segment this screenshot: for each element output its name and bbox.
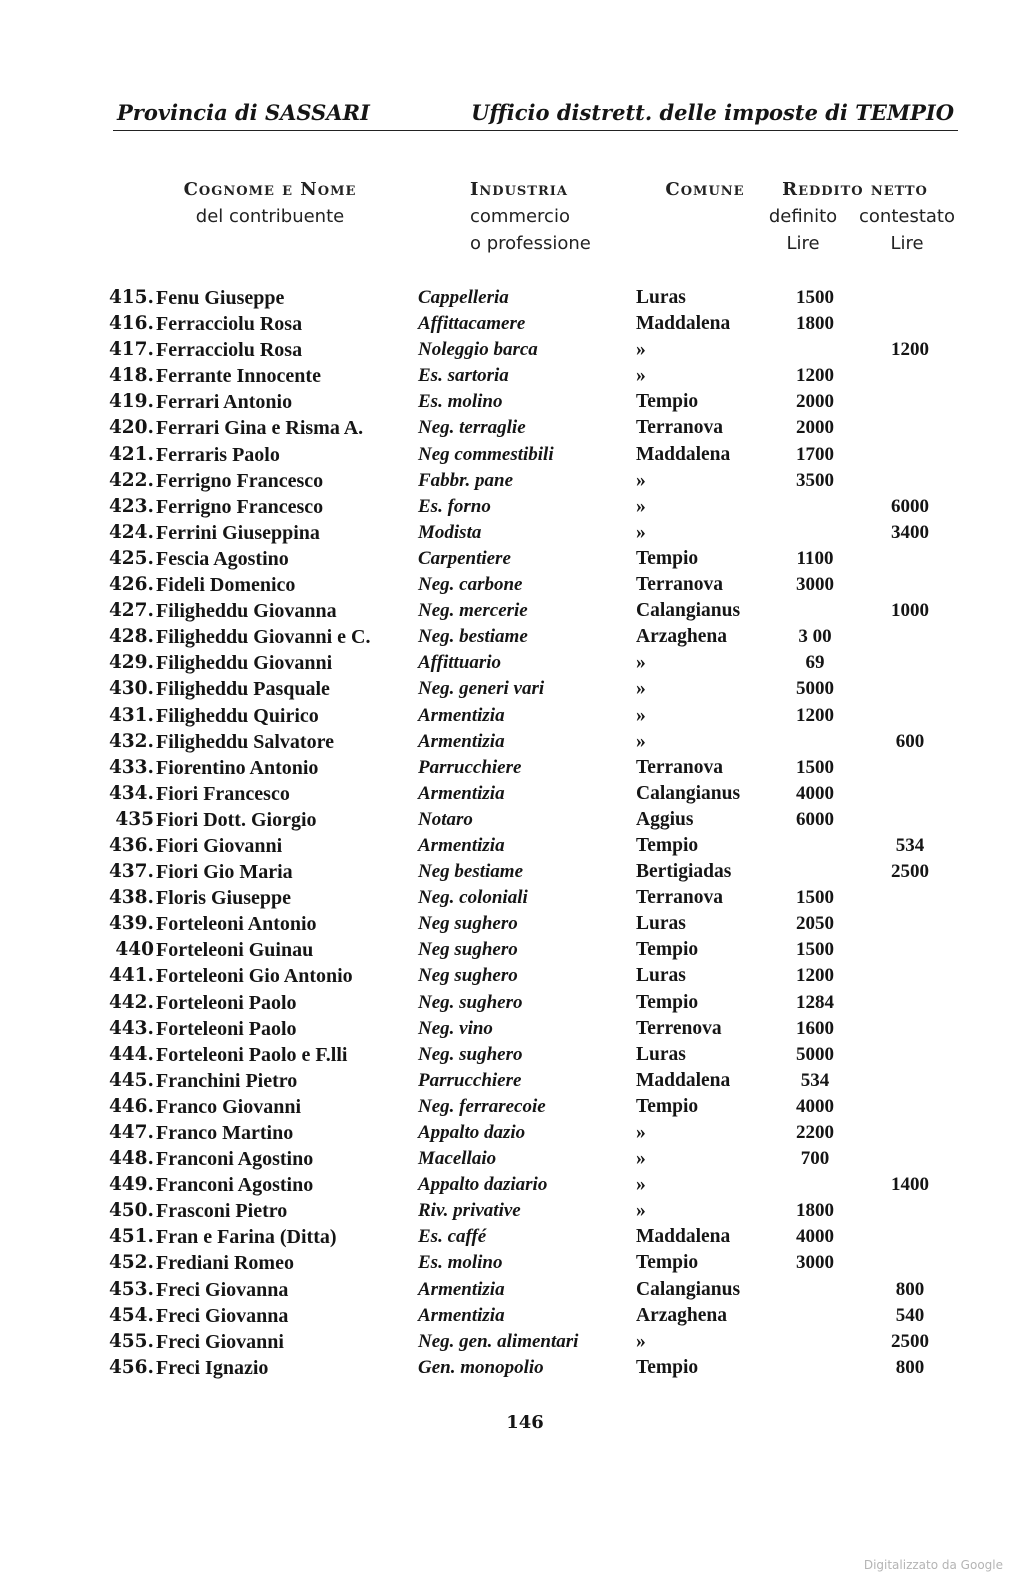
industry: Parrucchiere xyxy=(418,756,522,778)
row-number: 433. xyxy=(108,756,154,778)
table-row xyxy=(0,652,1025,678)
industry: Appalto daziario xyxy=(418,1174,548,1196)
reddito-subheaders xyxy=(755,203,955,230)
taxpayer-name: Filigheddu Giovanni xyxy=(156,652,333,675)
column-subtitle-industry-1: commercio xyxy=(470,206,570,227)
table-row xyxy=(0,783,1025,809)
row-number: 430. xyxy=(108,678,154,700)
row-number: 421. xyxy=(108,443,154,465)
taxpayer-name: Filigheddu Quirico xyxy=(156,704,319,727)
reddito-contestato: 2500 xyxy=(891,1330,929,1352)
industry: Armentizia xyxy=(418,704,505,726)
reddito-definito: 1284 xyxy=(796,991,834,1013)
table-row xyxy=(0,678,1025,704)
reddito-definito: 2200 xyxy=(796,1122,834,1143)
table-row xyxy=(0,1070,1025,1096)
taxpayer-name: Ferrari Gina e Risma A. xyxy=(156,417,364,440)
column-header-name xyxy=(150,176,390,230)
reddito-definito: 1800 xyxy=(796,313,834,335)
comune: Tempio xyxy=(636,991,699,1013)
table-row xyxy=(0,1122,1025,1148)
reddito-definito: 5000 xyxy=(796,1043,834,1065)
table-row xyxy=(0,365,1025,391)
row-number: 443. xyxy=(108,1017,154,1039)
taxpayer-name: Fiori Gio Maria xyxy=(156,861,293,884)
row-number: 426. xyxy=(108,574,154,596)
taxpayer-name: Fiori Francesco xyxy=(156,782,290,805)
taxpayer-name: Fescia Agostino xyxy=(156,547,289,570)
table-row xyxy=(0,496,1025,522)
reddito-definito: 534 xyxy=(800,1069,830,1091)
row-number: 425. xyxy=(108,547,154,569)
column-subtitle-name: del contribuente xyxy=(195,206,345,227)
taxpayer-name: Franco Giovanni xyxy=(156,1095,302,1118)
row-number: 423. xyxy=(108,495,154,517)
comune: Arzaghena xyxy=(636,1304,727,1326)
industry: Armentizia xyxy=(418,782,505,804)
reddito-contestato: 534 xyxy=(895,834,925,856)
row-number: 446. xyxy=(108,1095,154,1117)
taxpayer-name: Ferrante Innocente xyxy=(156,365,321,388)
industry: Cappelleria xyxy=(418,287,509,308)
row-number: 452. xyxy=(108,1252,154,1274)
comune: Maddalena xyxy=(636,443,731,465)
taxpayer-name: Ferrini Giuseppina xyxy=(156,521,320,544)
reddito-definito: 2000 xyxy=(796,417,834,439)
industry: Es. caffé xyxy=(418,1226,487,1248)
table-row xyxy=(0,1279,1025,1305)
comune: Terranova xyxy=(636,417,724,439)
row-number: 444. xyxy=(108,1043,154,1065)
row-number: 415. xyxy=(108,287,154,308)
table-row xyxy=(0,1252,1025,1278)
row-number: 420. xyxy=(108,417,154,439)
industry: Affittacamere xyxy=(418,313,526,335)
comune: Arzaghena xyxy=(636,626,727,648)
comune: Tempio xyxy=(636,1356,699,1378)
row-number: 428. xyxy=(108,626,154,648)
taxpayer-name: Fiorentino Antonio xyxy=(156,756,319,779)
industry: Neg. sughero xyxy=(418,991,523,1013)
taxpayer-name: Forteleoni Paolo e F.lli xyxy=(156,1043,348,1066)
taxpayer-name: Franconi Agostino xyxy=(156,1174,314,1197)
taxpayer-name: Freci Giovanna xyxy=(156,1278,289,1301)
industry: Notaro xyxy=(418,808,473,830)
row-number: 419. xyxy=(108,391,154,413)
taxpayer-name: Fiori Giovanni xyxy=(156,834,283,857)
comune: Terranova xyxy=(636,887,724,909)
taxpayer-name: Ferrari Antonio xyxy=(156,391,293,414)
industry: Parrucchiere xyxy=(418,1069,522,1091)
table-row xyxy=(0,522,1025,548)
industry: Es. molino xyxy=(418,391,503,413)
row-number: 429. xyxy=(108,652,154,674)
industry: Neg. carbone xyxy=(418,574,523,596)
comune: Luras xyxy=(636,913,686,935)
unit-lire-definito: Lire xyxy=(786,233,820,254)
table-row xyxy=(0,600,1025,626)
taxpayer-name: Forteleoni Gio Antonio xyxy=(156,965,353,988)
table-row xyxy=(0,1096,1025,1122)
comune: Calangianus xyxy=(636,782,741,804)
comune: » xyxy=(636,730,646,752)
reddito-definito: 69 xyxy=(805,652,825,674)
table-row xyxy=(0,391,1025,417)
row-number: 451. xyxy=(108,1226,154,1248)
industry: Neg sughero xyxy=(418,939,518,961)
row-number: 454. xyxy=(108,1304,154,1326)
table-row xyxy=(0,1305,1025,1331)
taxpayer-name: Freci Giovanni xyxy=(156,1330,284,1353)
industry: Neg sughero xyxy=(418,913,518,935)
row-number: 416. xyxy=(108,313,154,335)
reddito-definito: 1500 xyxy=(796,939,834,961)
taxpayer-name: Filigheddu Pasquale xyxy=(156,678,330,701)
table-row xyxy=(0,626,1025,652)
taxpayer-name: Franchini Pietro xyxy=(156,1069,298,1092)
row-number: 434. xyxy=(108,782,154,804)
reddito-definito: 5000 xyxy=(796,678,834,700)
comune: » xyxy=(636,469,646,491)
comune: Tempio xyxy=(636,547,699,569)
table-row xyxy=(0,835,1025,861)
column-definito: definito xyxy=(768,206,838,227)
taxpayer-name: Freci Ignazio xyxy=(156,1356,269,1379)
row-number: 447. xyxy=(108,1122,154,1143)
industry: Armentizia xyxy=(418,1278,505,1300)
reddito-contestato: 3400 xyxy=(891,521,929,543)
reddito-definito: 3000 xyxy=(796,574,834,596)
reddito-units xyxy=(755,230,955,257)
industry: Neg commestibili xyxy=(418,443,554,465)
column-title-comune: Comune xyxy=(665,179,745,200)
reddito-definito: 3 00 xyxy=(798,626,832,648)
unit-lire-contestato: Lire xyxy=(890,233,924,254)
industry: Neg. coloniali xyxy=(418,887,528,909)
taxpayer-name: Freci Giovanna xyxy=(156,1304,289,1327)
table-row xyxy=(0,470,1025,496)
table-row xyxy=(0,339,1025,365)
reddito-contestato: 1400 xyxy=(891,1174,929,1196)
reddito-definito: 3000 xyxy=(796,1252,834,1274)
industry: Modista xyxy=(418,521,482,543)
comune: » xyxy=(636,365,646,387)
taxpayer-name: Filigheddu Giovanna xyxy=(156,600,337,623)
reddito-definito: 1500 xyxy=(796,756,834,778)
industry: Affittuario xyxy=(418,652,502,674)
row-number: 435 xyxy=(115,808,154,830)
row-number: 445. xyxy=(108,1069,154,1091)
reddito-contestato: 800 xyxy=(895,1278,925,1300)
comune: Maddalena xyxy=(636,1226,731,1248)
comune: Tempio xyxy=(636,939,699,961)
table-row xyxy=(0,705,1025,731)
row-number: 432. xyxy=(108,730,154,752)
table-row xyxy=(0,313,1025,339)
industry: Riv. privative xyxy=(418,1200,521,1222)
comune: Calangianus xyxy=(636,600,741,622)
industry: Es. sartoria xyxy=(418,365,509,387)
industry: Armentizia xyxy=(418,1304,505,1326)
industry: Neg sughero xyxy=(418,965,518,987)
reddito-definito: 4000 xyxy=(796,782,834,804)
reddito-contestato: 1200 xyxy=(891,339,929,361)
reddito-definito: 1200 xyxy=(796,704,834,726)
column-header-comune xyxy=(650,176,760,203)
taxpayer-name: Filigheddu Giovanni e C. xyxy=(156,626,371,649)
table-row xyxy=(0,417,1025,443)
taxpayer-name: Ferraris Paolo xyxy=(156,443,280,466)
reddito-definito: 1200 xyxy=(796,365,834,387)
header-office: Ufficio distrett. delle imposte di TEMPIO xyxy=(471,100,954,125)
reddito-definito: 700 xyxy=(800,1148,830,1170)
industry: Neg. sughero xyxy=(418,1043,523,1065)
table-row xyxy=(0,1018,1025,1044)
comune: » xyxy=(636,521,646,543)
column-header-reddito xyxy=(755,176,955,257)
taxpayer-name: Frasconi Pietro xyxy=(156,1200,288,1223)
comune: » xyxy=(636,495,646,517)
row-number: 439. xyxy=(108,913,154,935)
digitization-footer: Digitalizzato da Google xyxy=(863,1558,1003,1572)
comune: Tempio xyxy=(636,834,699,856)
comune: Tempio xyxy=(636,1252,699,1274)
row-number: 424. xyxy=(108,521,154,543)
row-number: 456. xyxy=(108,1356,154,1378)
table-row xyxy=(0,913,1025,939)
taxpayer-name: Ferracciolu Rosa xyxy=(156,339,303,362)
reddito-definito: 1700 xyxy=(796,443,834,465)
industry: Noleggio barca xyxy=(418,339,538,361)
industry: Neg. generi vari xyxy=(418,678,545,700)
header-province: Provincia di SASSARI xyxy=(117,100,370,125)
industry: Neg. terraglie xyxy=(418,417,526,439)
taxpayer-name: Franconi Agostino xyxy=(156,1148,314,1171)
row-number: 438. xyxy=(108,887,154,909)
comune: Bertigiadas xyxy=(636,861,732,883)
table-row xyxy=(0,548,1025,574)
comune: Tempio xyxy=(636,1095,699,1117)
reddito-definito: 2000 xyxy=(796,391,834,413)
comune: Tempio xyxy=(636,391,699,413)
reddito-definito: 6000 xyxy=(796,808,834,830)
table-row xyxy=(0,1174,1025,1200)
row-number: 450. xyxy=(108,1200,154,1222)
comune: » xyxy=(636,1330,646,1352)
comune: Terrenova xyxy=(636,1017,722,1039)
row-number: 441. xyxy=(108,965,154,987)
industry: Es. molino xyxy=(418,1252,503,1274)
row-number: 417. xyxy=(108,339,154,361)
reddito-definito: 1100 xyxy=(796,547,834,569)
industry: Appalto dazio xyxy=(418,1122,526,1143)
reddito-contestato: 600 xyxy=(895,730,925,752)
industry: Gen. monopolio xyxy=(418,1356,544,1378)
table-row xyxy=(0,965,1025,991)
column-contestato: contestato xyxy=(859,206,955,227)
comune: » xyxy=(636,1122,646,1143)
row-number: 453. xyxy=(108,1278,154,1300)
comune: Maddalena xyxy=(636,1069,731,1091)
row-number: 449. xyxy=(108,1174,154,1196)
table-row xyxy=(0,1226,1025,1252)
taxpayer-name: Fran e Farina (Ditta) xyxy=(156,1226,337,1249)
table-row xyxy=(0,1148,1025,1174)
reddito-definito: 2050 xyxy=(796,913,834,935)
comune: Calangianus xyxy=(636,1278,741,1300)
reddito-definito: 4000 xyxy=(796,1095,834,1117)
row-number: 431. xyxy=(108,704,154,726)
table-row xyxy=(0,939,1025,965)
taxpayer-name: Ferrigno Francesco xyxy=(156,469,324,492)
taxpayer-name: Filigheddu Salvatore xyxy=(156,730,334,753)
taxpayer-name: Fideli Domenico xyxy=(156,574,296,597)
table-row xyxy=(0,1200,1025,1226)
industry: Neg. bestiame xyxy=(418,626,528,648)
column-title-name: Cognome e Nome xyxy=(183,179,357,200)
taxpayer-name: Frediani Romeo xyxy=(156,1252,294,1275)
taxpayer-name: Forteleoni Guinau xyxy=(156,939,314,962)
reddito-definito: 3500 xyxy=(796,469,834,491)
table-row xyxy=(0,731,1025,757)
taxpayer-name: Ferracciolu Rosa xyxy=(156,313,303,336)
table-row xyxy=(0,1331,1025,1357)
row-number: 422. xyxy=(108,469,154,491)
taxpayer-name: Forteleoni Paolo xyxy=(156,1017,297,1040)
comune: » xyxy=(636,1200,646,1222)
column-title-reddito: Reddito netto xyxy=(782,179,928,200)
comune: Aggius xyxy=(636,808,694,830)
reddito-contestato: 540 xyxy=(895,1304,925,1326)
taxpayer-name: Floris Giuseppe xyxy=(156,887,292,910)
reddito-contestato: 800 xyxy=(895,1356,925,1378)
table-row xyxy=(0,809,1025,835)
comune: Luras xyxy=(636,287,686,308)
industry: Macellaio xyxy=(418,1148,497,1170)
industry: Es. forno xyxy=(418,495,491,517)
reddito-definito: 1800 xyxy=(796,1200,834,1222)
industry: Neg. ferrarecoie xyxy=(418,1095,546,1117)
table-row xyxy=(0,444,1025,470)
taxpayer-table xyxy=(0,287,1025,1383)
taxpayer-name: Fiori Dott. Giorgio xyxy=(156,808,317,831)
taxpayer-name: Ferrigno Francesco xyxy=(156,495,324,518)
taxpayer-name: Forteleoni Antonio xyxy=(156,913,317,936)
industry: Neg. gen. alimentari xyxy=(418,1330,579,1352)
comune: » xyxy=(636,678,646,700)
taxpayer-name: Franco Martino xyxy=(156,1122,294,1144)
reddito-contestato: 6000 xyxy=(891,495,929,517)
row-number: 427. xyxy=(108,600,154,622)
comune: » xyxy=(636,652,646,674)
reddito-contestato: 2500 xyxy=(891,861,929,883)
industry: Neg. vino xyxy=(418,1017,493,1039)
table-row xyxy=(0,287,1025,313)
table-row xyxy=(0,861,1025,887)
comune: » xyxy=(636,704,646,726)
page-number: 146 xyxy=(506,1412,544,1433)
taxpayer-name: Forteleoni Paolo xyxy=(156,991,297,1014)
industry: Fabbr. pane xyxy=(418,469,514,491)
industry: Armentizia xyxy=(418,834,505,856)
industry: Neg bestiame xyxy=(418,861,524,883)
comune: Luras xyxy=(636,1043,686,1065)
comune: » xyxy=(636,1148,646,1170)
column-title-industry: Industria xyxy=(470,179,568,200)
table-row xyxy=(0,757,1025,783)
table-row xyxy=(0,887,1025,913)
reddito-definito: 1600 xyxy=(796,1017,834,1039)
row-number: 448. xyxy=(108,1148,154,1170)
comune: Maddalena xyxy=(636,313,731,335)
row-number: 442. xyxy=(108,991,154,1013)
comune: » xyxy=(636,1174,646,1196)
table-row xyxy=(0,1357,1025,1383)
reddito-definito: 1200 xyxy=(796,965,834,987)
table-row xyxy=(0,574,1025,600)
row-number: 440 xyxy=(115,939,154,961)
column-header-industry xyxy=(470,176,620,257)
reddito-definito: 4000 xyxy=(796,1226,834,1248)
page-header xyxy=(113,100,958,131)
comune: Terranova xyxy=(636,756,724,778)
industry: Neg. mercerie xyxy=(418,600,528,622)
row-number: 436. xyxy=(108,834,154,856)
comune: » xyxy=(636,339,646,361)
row-number: 418. xyxy=(108,365,154,387)
industry: Armentizia xyxy=(418,730,505,752)
table-row xyxy=(0,992,1025,1018)
taxpayer-name: Fenu Giuseppe xyxy=(156,287,285,309)
reddito-definito: 1500 xyxy=(796,287,834,308)
industry: Carpentiere xyxy=(418,547,511,569)
comune: Luras xyxy=(636,965,686,987)
reddito-contestato: 1000 xyxy=(891,600,929,622)
table-row xyxy=(0,1044,1025,1070)
reddito-definito: 1500 xyxy=(796,887,834,909)
column-subtitle-industry-2: o professione xyxy=(470,233,591,254)
row-number: 455. xyxy=(108,1330,154,1352)
comune: Terranova xyxy=(636,574,724,596)
row-number: 437. xyxy=(108,861,154,883)
